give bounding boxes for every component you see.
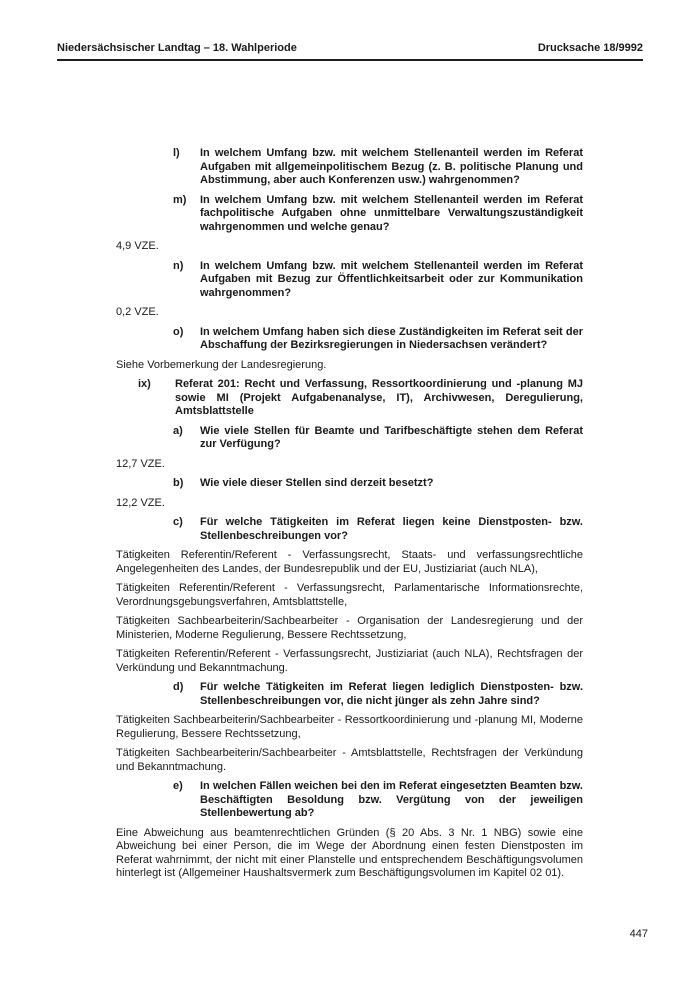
item-text: In welchem Umfang bzw. mit welchem Stellenanteil werden im Referat Aufgaben mit Bezug zur Öffentlichkeitsarbeit oder zur Kommunikation wahrgenommen? [200,259,583,299]
item-label: ix) [138,378,151,390]
item-text: In welchem Umfang bzw. mit welchem Stellenanteil werden im Referat Aufgaben mit allgemeinpolitischem Bezug (z. B. politische Planung und Abstimmung, aber auch Konferenzen usw.) wahrgenommen? [200,147,583,186]
item-text: In welchem Umfang bzw. mit welchem Stellenanteil werden im Referat fachpolitische Aufgaben ohne unmittelbare Verwaltungszuständigkeit wahrgenommen und welche genau? [200,193,583,233]
item-label: d) [173,681,184,693]
header-rule [57,59,643,61]
question-item-l [116,147,583,188]
item-label: l) [173,147,180,159]
item-label: m) [173,193,187,206]
question-item-m [116,194,583,235]
question-item-o [116,326,583,353]
answer-vze-4-9: 4,9 VZE. [116,240,159,252]
question-item-a [116,425,583,452]
item-label: b) [173,477,184,489]
header-right-document-number: Drucksache 18/9992 [537,42,643,54]
question-item-n [116,260,583,301]
item-text: Wie viele Stellen für Beamte und Tarifbeschäftigte stehen dem Referat zur Verfügung? [200,424,583,450]
item-text: Wie viele dieser Stellen sind derzeit besetzt? [200,477,434,489]
answer-activities-2: Tätigkeiten Referentin/Referent - Verfassungsrecht, Parlamentarische Informationsrechte, Verordnungsgebungsverfahren, Amtsblattstelle, [116,582,583,608]
document-body [116,147,583,887]
answer-vze-12-2: 12,2 VZE. [116,496,165,509]
answer-deviation: Eine Abweichung aus beamtenrechtlichen Gründen (§ 20 Abs. 3 Nr. 1 NBG) sowie eine Abweichung bei einer Person, die im Wege der Abordnung einen festen Dienstposten im Referat wahrnimmt, der nicht mit einer Planstelle und entsprechendem Beschäftigungsvolumen hinterlegt ist (Allgemeiner Haushaltsvermerk zum Beschäftigungsvolumen im Kapitel 02 01). [116,826,583,879]
item-text: Für welche Tätigkeiten im Referat liegen keine Dienstposten- bzw. Stellenbeschreibungen vor? [200,516,583,542]
item-label: e) [173,780,183,792]
item-text: Für welche Tätigkeiten im Referat liegen lediglich Dienstposten- bzw. Stellenbeschreibungen vor, die nicht jünger als zehn Jahre sind? [200,681,583,707]
item-label: a) [173,424,183,437]
answer-activities-4: Tätigkeiten Referentin/Referent - Verfassungsrecht, Justiziariat (auch NLA), Rechtsfragen der Verkündung und Bekanntmachung. [116,648,583,674]
item-label: o) [173,325,184,338]
answer-vze-12-7: 12,7 VZE. [116,457,165,470]
answer-reference: Siehe Vorbemerkung der Landesregierung. [116,358,327,371]
item-text: Referat 201: Recht und Verfassung, Ressortkoordinierung und -planung MJ sowie MI (Projekt Aufgabenanalyse, IT), Archivwesen, Deregulierung, Amtsblattstelle [175,378,583,417]
question-item-e [116,780,583,821]
answer-activities-3: Tätigkeiten Sachbearbeiterin/Sachbearbeiter - Organisation der Landesregierung und der Ministerien, Moderne Regulierung, Bessere Rechtssetzung, [116,615,583,641]
answer-vze-0-2: 0,2 VZE. [116,306,159,318]
answer-activities-5: Tätigkeiten Sachbearbeiterin/Sachbearbeiter - Ressortkoordinierung und -planung MI, Moderne Regulierung, Bessere Rechtssetzung, [116,714,583,740]
question-item-c [116,516,583,543]
answer-activities-1: Tätigkeiten Referentin/Referent - Verfassungsrecht, Staats- und verfassungsrechtliche Angelegenheiten des Landes, der Bundesrepublik und der EU, Justiziariat (auch NLA), [116,549,583,575]
item-label: n) [173,259,184,272]
page-header [57,42,643,55]
section-item-ix [116,378,583,419]
answer-activities-6: Tätigkeiten Sachbearbeiterin/Sachbearbeiter - Amtsblattstelle, Rechtsfragen der Verkündung und Bekanntmachung. [116,747,583,773]
item-label: c) [173,516,183,528]
question-item-b [116,477,583,491]
item-text: In welchem Umfang haben sich diese Zuständigkeiten im Referat seit der Abschaffung der Bezirksregierungen in Niedersachsen verändert? [200,325,583,351]
question-item-d [116,681,583,708]
header-left-title: Niedersächsischer Landtag – 18. Wahlperiode [57,42,297,54]
page-number: 447 [629,928,648,940]
item-text: In welchen Fällen weichen bei den im Referat eingesetzten Beamten bzw. Beschäftigten Besoldung bzw. Vergütung von der jeweiligen Stellenbewertung ab? [200,780,583,819]
